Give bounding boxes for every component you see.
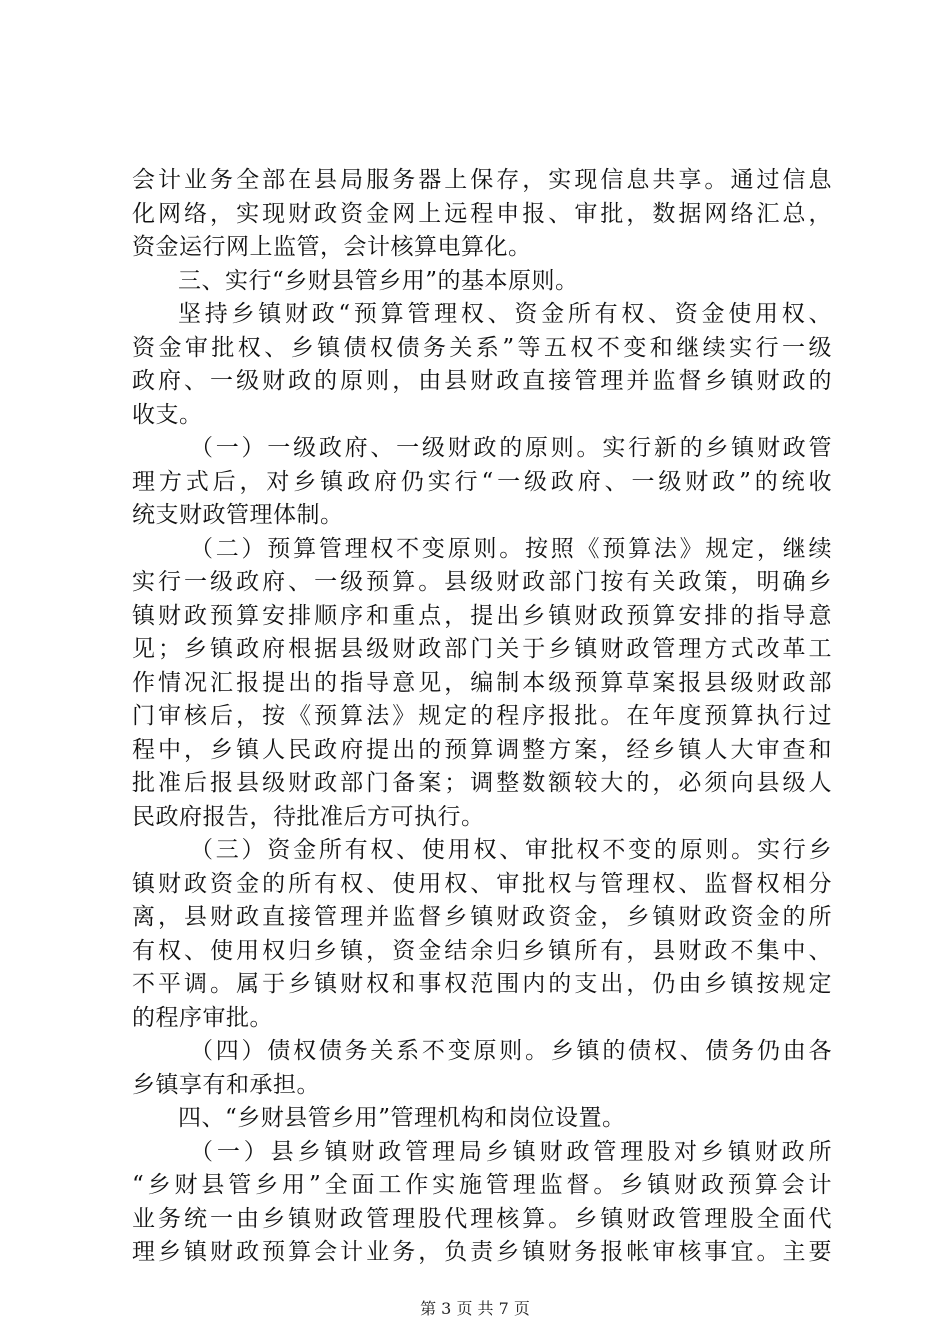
text-line: 坚持乡镇财政“预算管理权、资金所有权、资金使用权、: [178, 301, 832, 327]
section-heading: 四、“乡财县管乡用”管理机构和岗位设置。: [178, 1105, 626, 1131]
text-line: 理乡镇财政预算会计业务，负责乡镇财务报帐审核事宜。主要: [132, 1239, 832, 1265]
text-line: 会计业务全部在县局服务器上保存，实现信息共享。通过信息: [132, 167, 832, 193]
text-line: 门审核后，按《预算法》规定的程序报批。在年度预算执行过: [132, 703, 832, 729]
text-line: （四）债权债务关系不变原则。乡镇的债权、债务仍由各: [190, 1038, 832, 1064]
text-line: 理方式后，对乡镇政府仍实行“一级政府、一级财政”的统收: [132, 468, 832, 495]
text-line: 程中，乡镇人民政府提出的预算调整方案，经乡镇人大审查和: [132, 736, 832, 763]
text-line: 乡镇享有和承担。: [132, 1071, 320, 1098]
text-line: 资金运行网上监管，会计核算电算化。: [132, 234, 532, 260]
text-line: 收支。: [132, 401, 203, 428]
text-line: 作情况汇报提出的指导意见，编制本级预算草案报县级财政部: [132, 669, 832, 696]
text-line: “乡财县管乡用”全面工作实施管理监督。乡镇财政预算会计: [132, 1172, 832, 1198]
text-line: 见；乡镇政府根据县级财政部门关于乡镇财政管理方式改革工: [132, 636, 832, 662]
text-line: 统支财政管理体制。: [132, 502, 344, 528]
text-line: 批准后报县级财政部门备案；调整数额较大的，必须向县级人: [132, 770, 832, 796]
text-line: 业务统一由乡镇财政管理股代理核算。乡镇财政管理股全面代: [132, 1205, 832, 1232]
text-line: 镇财政资金的所有权、使用权、审批权与管理权、监督权相分: [132, 870, 832, 897]
text-line: 实行一级政府、一级预算。县级财政部门按有关政策，明确乡: [132, 569, 832, 595]
text-line: （一）一级政府、一级财政的原则。实行新的乡镇财政管: [190, 435, 832, 461]
text-line: 资金审批权、乡镇债权债务关系”等五权不变和继续实行一级: [132, 334, 832, 361]
text-line: 有权、使用权归乡镇，资金结余归乡镇所有，县财政不集中、: [132, 937, 832, 964]
text-line: （三）资金所有权、使用权、审批权不变的原则。实行乡: [190, 837, 832, 863]
text-line: 的程序审批。: [132, 1004, 273, 1031]
page-number-footer: 第 3 页 共 7 页: [420, 1299, 530, 1318]
text-line: （一）县乡镇财政管理局乡镇财政管理股对乡镇财政所: [190, 1138, 832, 1165]
text-line: 政府、一级财政的原则，由县财政直接管理并监督乡镇财政的: [132, 368, 832, 394]
text-line: 离，县财政直接管理并监督乡镇财政资金，乡镇财政资金的所: [132, 904, 832, 930]
text-line: 镇财政预算安排顺序和重点，提出乡镇财政预算安排的指导意: [132, 602, 832, 629]
text-line: 化网络，实现财政资金网上远程申报、审批，数据网络汇总，: [132, 200, 832, 227]
text-line: （二）预算管理权不变原则。按照《预算法》规定，继续: [190, 535, 832, 562]
text-line: 不平调。属于乡镇财权和事权范围内的支出，仍由乡镇按规定: [132, 971, 832, 997]
text-line: 民政府报告，待批准后方可执行。: [132, 803, 485, 830]
document-body: [132, 164, 832, 1270]
section-heading: 三、实行“乡财县管乡用”的基本原则。: [178, 267, 579, 294]
